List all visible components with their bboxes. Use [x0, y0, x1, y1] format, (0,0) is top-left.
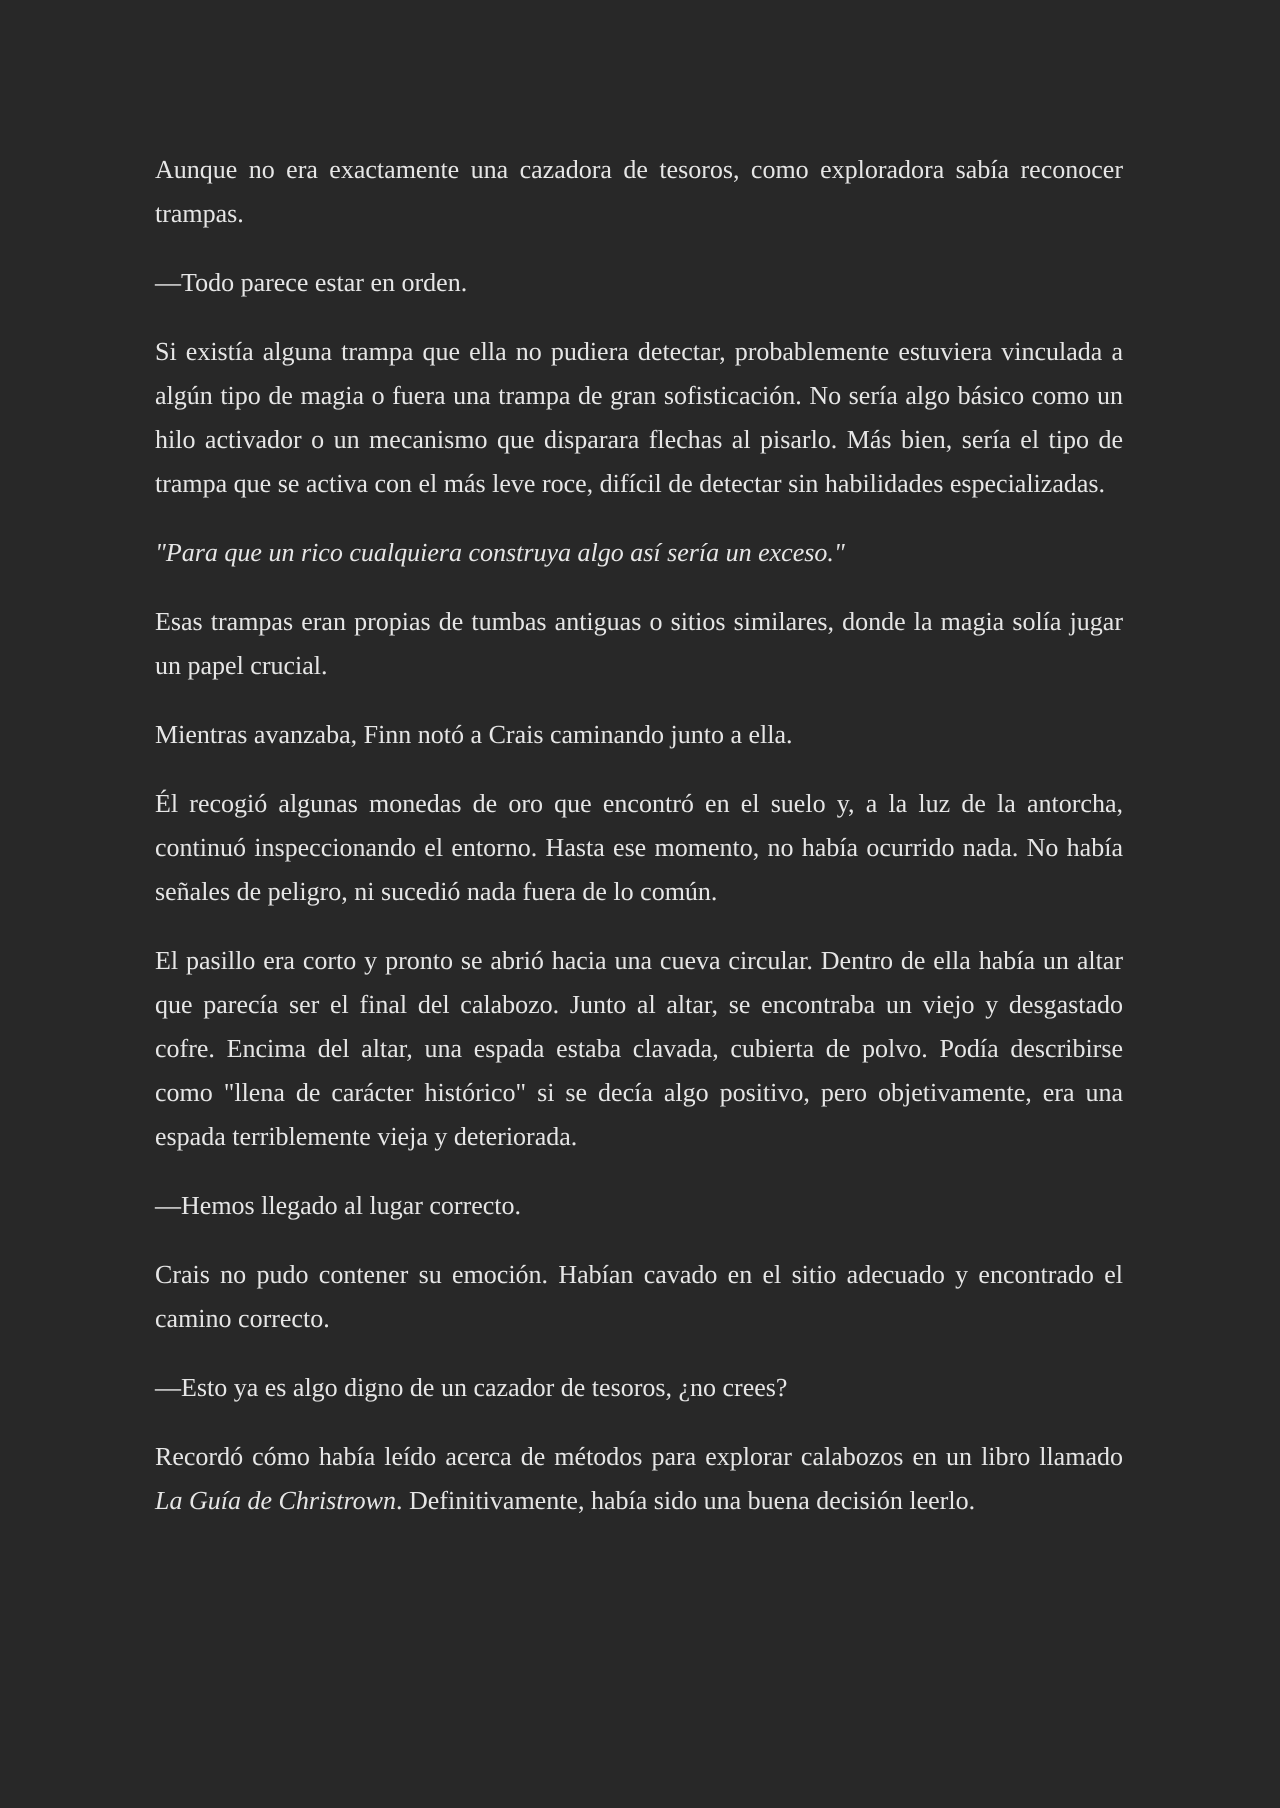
paragraph: Esas trampas eran propias de tumbas antiguas o sitios similares, donde la magia solía jugar un papel crucial. [155, 607, 1123, 680]
inner-thought: "Para que un rico cualquiera construya algo así sería un exceso." [155, 538, 845, 567]
paragraph: Él recogió algunas monedas de oro que encontró en el suelo y, a la luz de la antorcha, continuó inspeccionando el entorno. Hasta ese momento, no había ocurrido nada. No había señales de peligro, ni sucedió nada fuera de lo común. [155, 789, 1123, 906]
paragraph [155, 1435, 1123, 1523]
dialogue-line: —Todo parece estar en orden. [155, 268, 468, 297]
paragraph: Mientras avanzaba, Finn notó a Crais caminando junto a ella. [155, 720, 793, 749]
paragraph: Crais no pudo contener su emoción. Habían cavado en el sitio adecuado y encontrado el camino correcto. [155, 1260, 1123, 1333]
paragraph-text-before: Recordó cómo había leído acerca de métodos para explorar calabozos en un libro llamado [155, 1442, 1123, 1471]
paragraph: Aunque no era exactamente una cazadora de tesoros, como exploradora sabía reconocer trampas. [155, 155, 1123, 228]
dialogue-line: —Esto ya es algo digno de un cazador de tesoros, ¿no crees? [155, 1373, 788, 1402]
book-title: La Guía de Christrown [155, 1486, 397, 1515]
dialogue-line: —Hemos llegado al lugar correcto. [155, 1191, 522, 1220]
paragraph-text-after: . Definitivamente, había sido una buena decisión leerlo. [396, 1486, 976, 1515]
paragraph: El pasillo era corto y pronto se abrió hacia una cueva circular. Dentro de ella había un altar que parecía ser el final del calabozo. Junto al altar, se encontraba un viejo y desgastado cofre. Encima del altar, una espada estaba clavada, cubierta de polvo. Podía describirse como "llena de carácter histórico" si se decía algo positivo, pero objetivamente, era una espada terriblemente vieja y deteriorada. [155, 946, 1123, 1151]
reader-page [155, 148, 1123, 1548]
paragraph: Si existía alguna trampa que ella no pudiera detectar, probablemente estuviera vinculada a algún tipo de magia o fuera una trampa de gran sofisticación. No sería algo básico como un hilo activador o un mecanismo que disparara flechas al pisarlo. Más bien, sería el tipo de trampa que se activa con el más leve roce, difícil de detectar sin habilidades especializadas. [155, 337, 1123, 498]
